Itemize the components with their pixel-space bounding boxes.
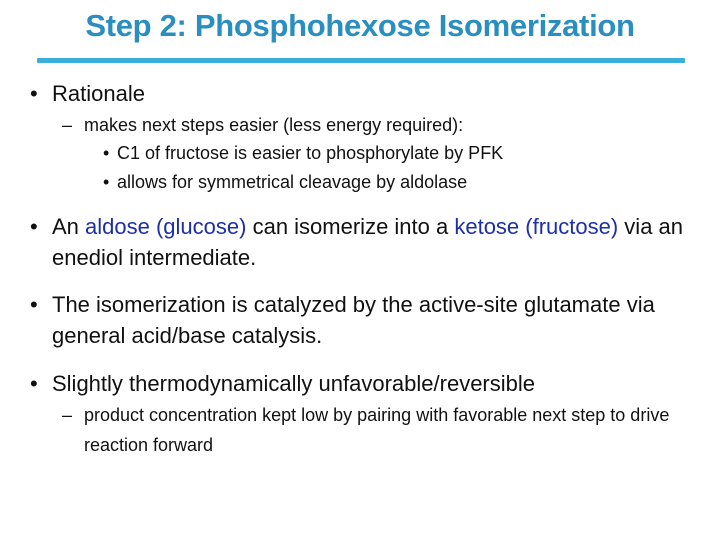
bullet-marker: • [30, 371, 38, 396]
bullet-thermo [30, 368, 690, 399]
dash-marker: – [62, 405, 73, 425]
bullet-catalysis-text: The isomerization is catalyzed by the active-site glutamate via general acid/base catalysis. [52, 292, 655, 348]
bullet-aldose-part3: via an enediol intermediate. [52, 214, 684, 270]
sub-bullet-thermo-text: product concentration kept low by pairing with favorable next step to drive reaction forward [84, 405, 670, 455]
subsub-bullet-aldolase [103, 167, 683, 197]
title-underline [37, 58, 685, 63]
bullet-thermo-text: Slightly thermodynamically unfavorable/reversible [52, 371, 536, 396]
bullet-aldose-part2: can isomerize into a [246, 214, 455, 239]
bullet-marker: • [103, 172, 110, 192]
bullet-aldose [30, 211, 720, 273]
sub-bullet-rationale-text: makes next steps easier (less energy required): [84, 115, 464, 135]
bullet-marker: • [30, 292, 38, 317]
bullet-catalysis [30, 289, 670, 351]
bullet-rationale-text: Rationale [52, 81, 145, 106]
ketose-term: ketose (fructose) [454, 214, 619, 239]
dash-marker: – [62, 115, 73, 135]
sub-bullet-thermo [62, 400, 700, 460]
subsub-bullet-aldolase-text: allows for symmetrical cleavage by aldolase [117, 172, 468, 192]
aldose-term: aldose (glucose) [85, 214, 247, 239]
bullet-aldose-text [52, 211, 720, 273]
bullet-rationale [30, 78, 690, 109]
subsub-bullet-pfk-text: C1 of fructose is easier to phosphorylate by PFK [117, 143, 504, 163]
subsub-bullet-pfk [103, 138, 683, 168]
bullet-marker: • [30, 214, 38, 239]
bullet-marker: • [103, 143, 110, 163]
bullet-aldose-part1: An [52, 214, 86, 239]
bullet-marker: • [30, 81, 38, 106]
slide-title: Step 2: Phosphohexose Isomerization [85, 8, 635, 43]
sub-bullet-rationale [62, 110, 682, 140]
